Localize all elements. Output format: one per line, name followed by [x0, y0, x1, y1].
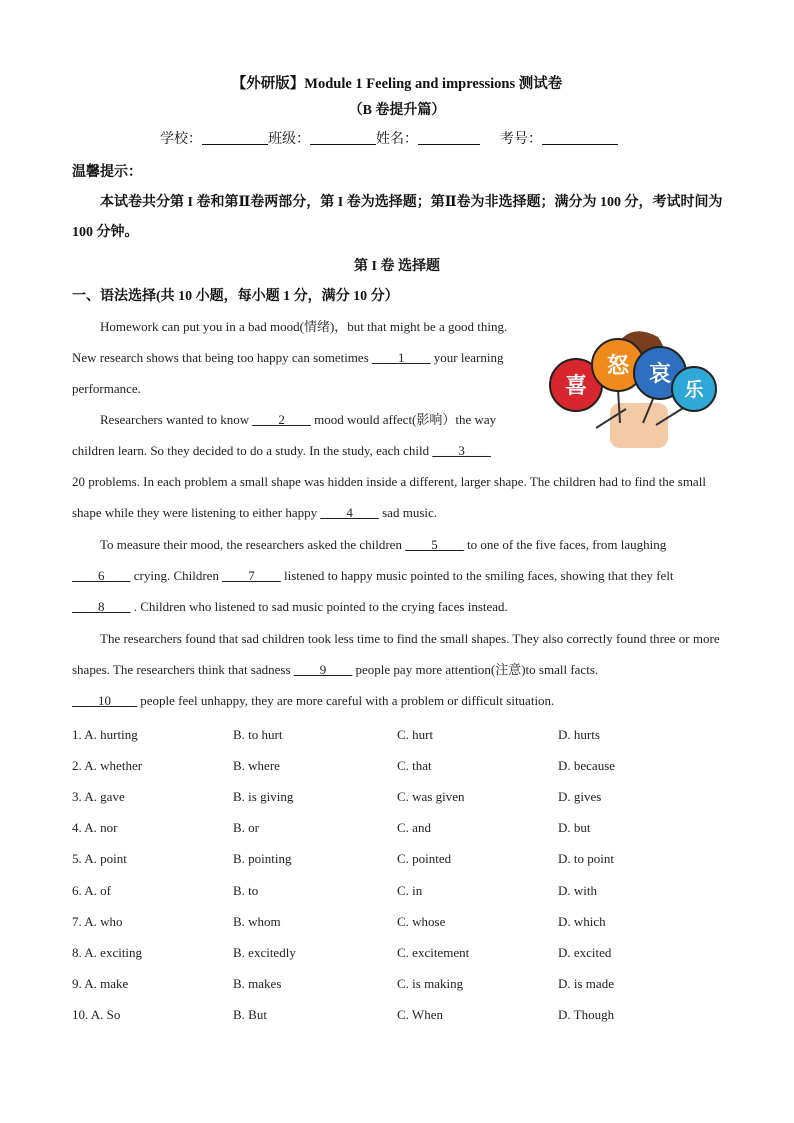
option-a: 5. A. point: [72, 851, 127, 867]
question-8-options: [72, 937, 732, 968]
option-c: C. hurt: [397, 726, 434, 742]
option-b: B. excitedly: [233, 944, 296, 960]
text-run: listened to happy music pointed to the smiling faces, showing that they felt: [280, 568, 674, 583]
option-a: 2. A. whether: [72, 757, 143, 773]
blank-5: ____5____: [405, 537, 464, 552]
text-run: Researchers wanted to know: [100, 412, 253, 427]
emotion-char-1: 喜: [564, 373, 588, 398]
text-run: crying. Children: [130, 568, 223, 583]
text-run: your learning performance.: [72, 350, 504, 396]
blank-6: ____6____: [72, 568, 131, 583]
class-blank[interactable]: [310, 130, 376, 145]
text-run: To measure their mood, the researchers asked the children: [100, 537, 406, 552]
option-b: B. whom: [233, 913, 281, 929]
text-run: to one of the five faces, from laughing: [463, 537, 667, 552]
blank-8: ____8____: [72, 599, 131, 614]
paragraph-2-text: [72, 466, 727, 528]
option-b: B. to: [233, 882, 259, 898]
option-d: D. because: [558, 757, 616, 773]
paragraph-4: [72, 623, 727, 685]
blank-1: ____1____: [372, 350, 431, 365]
question-2-options: [72, 750, 732, 781]
option-c: C. that: [397, 757, 432, 773]
blank-9: ____9____: [293, 662, 353, 677]
option-a: 9. A. make: [72, 976, 129, 992]
emotion-char-2: 怒: [606, 353, 630, 378]
option-d: D. to point: [558, 851, 614, 867]
option-a: 10. A. So: [72, 1007, 121, 1023]
text-run: The researchers found that sad children took less time to find the small shapes. They also correctly found three or more shapes. The researchers think that sadness: [72, 631, 720, 677]
question-4-options: [72, 813, 732, 844]
school-label: 学校：: [160, 132, 202, 147]
question-6-options: [72, 875, 732, 906]
name-label: 姓名：: [376, 132, 418, 147]
option-d: D. which: [558, 913, 606, 929]
paragraph-1: [72, 311, 512, 404]
tips-heading: 温馨提示：: [72, 165, 142, 180]
option-b: B. where: [233, 757, 280, 773]
text-run: Homework can put you in a bad mood(情绪)，but that might be a good thing. New research shows that being too happy can sometimes: [72, 319, 508, 365]
student-info-line: [160, 128, 618, 148]
option-a: 6. A. of: [72, 882, 111, 898]
exam-no-blank[interactable]: [542, 130, 618, 145]
option-a: 1. A. hurting: [72, 726, 138, 742]
blank-10: ____10____: [72, 693, 137, 708]
question-3-options: [72, 781, 732, 812]
school-blank[interactable]: [202, 130, 268, 145]
question-9-options: [72, 969, 732, 1000]
option-b: B. is giving: [233, 788, 294, 804]
option-d: D. gives: [558, 788, 602, 804]
option-c: C. When: [397, 1007, 443, 1023]
text-run: people pay more attention(注意)to small facts.: [352, 662, 599, 677]
option-c: C. is making: [397, 976, 464, 992]
option-b: B. But: [233, 1007, 267, 1023]
question-1-options: [72, 719, 732, 750]
text-run: . Children who listened to sad music pointed to the crying faces instead.: [130, 599, 508, 614]
emotion-char-4: 乐: [684, 380, 704, 401]
question-7-options: [72, 906, 732, 937]
option-d: D. is made: [558, 976, 614, 992]
option-d: D. but: [558, 820, 591, 836]
option-c: C. in: [397, 882, 423, 898]
class-label: 班级：: [268, 132, 310, 147]
option-a: 4. A. nor: [72, 820, 118, 836]
section-heading: 第 I 卷 选择题: [354, 259, 440, 274]
option-c: C. and: [397, 820, 431, 836]
option-a: 8. A. exciting: [72, 944, 143, 960]
text-run: mood would affect(影响）the way children learn. So they decided to do a study. In the study, each child: [72, 412, 497, 458]
text-run: people feel unhappy, they are more careful with a problem or difficult situation.: [137, 693, 555, 708]
answer-options: [72, 719, 732, 1031]
paragraph-2-rest: [72, 466, 727, 528]
blank-3: ____3____: [432, 443, 491, 458]
tips-body: 本试卷共分第 I 卷和第Ⅱ卷两部分，第 I 卷为选择题；第Ⅱ卷为非选择题；满分为 100 分，考试时间为 100 分钟。: [72, 195, 723, 240]
option-d: D. excited: [558, 944, 612, 960]
option-d: D. with: [558, 882, 597, 898]
option-b: B. or: [233, 820, 259, 836]
option-b: B. pointing: [233, 851, 292, 867]
paragraph-4-block: [72, 623, 727, 716]
option-c: C. was given: [397, 788, 465, 804]
blank-4: ____4____: [320, 505, 379, 520]
blank-7: ____7____: [222, 568, 281, 583]
option-a: 3. A. gave: [72, 788, 125, 804]
text-run: sad music.: [378, 505, 438, 520]
blank-2: ____2____: [252, 412, 311, 427]
page-subtitle: （B 卷提升篇）: [348, 103, 446, 118]
option-b: B. makes: [233, 976, 282, 992]
option-d: D. Though: [558, 1007, 615, 1023]
option-c: C. excitement: [397, 944, 470, 960]
emotion-char-3: 哀: [648, 361, 672, 386]
option-a: 7. A. who: [72, 913, 123, 929]
page-title: 【外研版】Module 1 Feeling and impressions 测试卷: [231, 76, 563, 92]
paragraph-3-block: [72, 529, 727, 622]
text-run: 20 problems. In each problem a small shape was hidden inside a different, larger shape. The children had to find the small shape while they were listening to either happy: [72, 474, 706, 520]
option-c: C. pointed: [397, 851, 452, 867]
exam-no-label: 考号：: [500, 132, 542, 147]
name-blank[interactable]: [418, 130, 480, 145]
paragraph-4-line-3: [72, 685, 727, 716]
option-d: D. hurts: [558, 726, 600, 742]
paragraph-3: [72, 529, 727, 622]
question-10-options: [72, 1000, 732, 1031]
option-c: C. whose: [397, 913, 446, 929]
option-b: B. to hurt: [233, 726, 283, 742]
part1-heading: 一、语法选择(共 10 小题，每小题 1 分，满分 10 分）: [72, 289, 399, 304]
emotions-illustration: [548, 323, 718, 448]
question-5-options: [72, 844, 732, 875]
